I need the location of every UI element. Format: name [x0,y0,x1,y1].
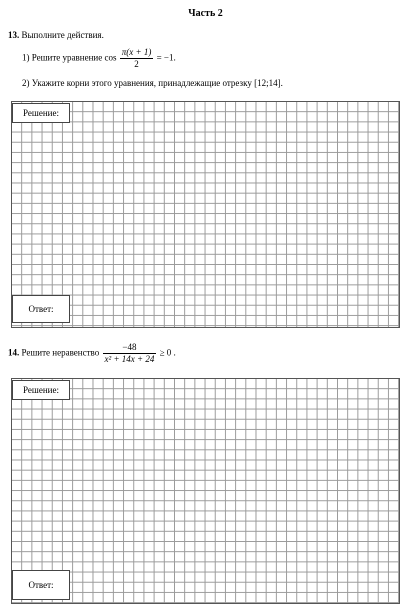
task14-fraction [103,342,157,365]
task13-number: 13. [8,30,20,40]
task14-answer-label: Ответ: [12,570,70,600]
task14-fraction-numerator: −48 [103,342,157,354]
task13-item2: 2) Укажите корни этого уравнения, принадлежащие отрезку [12;14]. [22,78,283,88]
task14-header [8,342,176,365]
task13-solution-label: Решение: [12,103,70,123]
task13-item1-prefix: 1) Решите уравнение [22,52,103,63]
task13-header [8,30,104,40]
task14-solution-label: Решение: [12,380,70,400]
task13-fraction-numerator: π(x + 1) [121,47,152,57]
task13-cos: cos [104,52,117,63]
task13-item1 [22,47,176,70]
task14-rhs: ≥ 0 . [159,347,176,358]
task14-fraction-denominator: x² + 14x + 24 [104,354,155,364]
task14-number: 14. [8,347,20,358]
task14-instruction: Решите неравенство [21,347,100,358]
task13-fraction-denominator: 2 [134,59,139,69]
task13-rhs: = −1. [156,52,176,63]
task13-instruction: Выполните действия. [21,30,104,40]
task13-answer-label: Ответ: [12,295,70,323]
task13-answer-grid[interactable] [11,101,400,328]
task13-fraction [120,47,154,70]
part-title: Часть 2 [188,8,223,19]
